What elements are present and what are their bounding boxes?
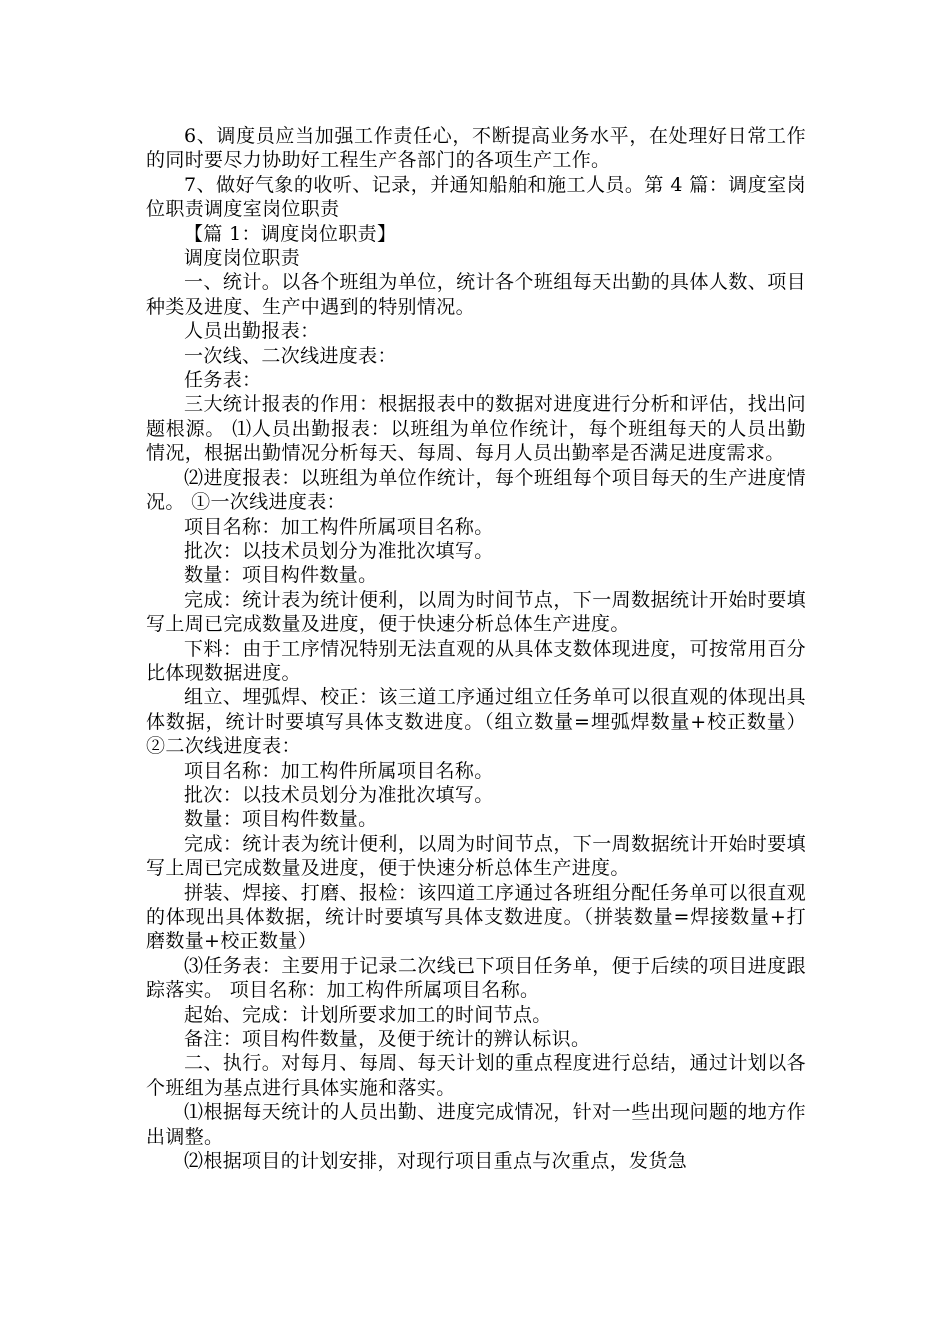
paragraph: 组立、埋弧焊、校正：该三道工序通过组立任务单可以很直观的体现出具体数据，统计时要填写具体支数进度。（组立数量=埋弧焊数量+校正数量） ②二次线进度表： [146,686,806,758]
paragraph: ⑶任务表：主要用于记录二次线已下项目任务单，便于后续的项目进度跟踪落实。 项目名称：加工构件所属项目名称。 [146,954,806,1002]
paragraph: 6、调度员应当加强工作责任心，不断提高业务水平，在处理好日常工作的同时要尽力协助好工程生产各部门的各项生产工作。 [146,125,806,172]
paragraph: 7、做好气象的收听、记录，并通知船舶和施工人员。第 4 篇：调度室岗位职责调度室岗位职责 [146,173,806,221]
paragraph: 数量：项目构件数量。 [184,808,378,831]
paragraph: 拼装、焊接、打磨、报检：该四道工序通过各班组分配任务单可以很直观的体现出具体数据，统计时要填写具体支数进度。（拼装数量=焊接数量+打磨数量+校正数量） [146,881,806,953]
paragraph: 批次：以技术员划分为准批次填写。 [184,783,494,806]
paragraph: ⑵进度报表：以班组为单位作统计，每个班组每个项目每天的生产进度情况。 ①一次线进度表： [146,466,806,514]
paragraph: 完成：统计表为统计便利，以周为时间节点，下一周数据统计开始时要填写上周已完成数量及进度，便于快速分析总体生产进度。 [146,588,806,636]
paragraph: 数量：项目构件数量。 [184,564,378,587]
paragraph: 完成：统计表为统计便利，以周为时间节点，下一周数据统计开始时要填写上周已完成数量及进度，便于快速分析总体生产进度。 [146,832,806,880]
paragraph: 二、执行。对每月、每周、每天计划的重点程度进行总结，通过计划以各个班组为基点进行具体实施和落实。 [146,1052,806,1099]
paragraph: ⑴根据每天统计的人员出勤、进度完成情况，针对一些出现问题的地方作出调整。 [146,1101,806,1148]
paragraph: 备注：项目构件数量，及便于统计的辨认标识。 [184,1028,591,1051]
paragraph: 任务表： [184,369,262,392]
document-body [146,124,806,1173]
paragraph: 下料：由于工序情况特别无法直观的从具体支数体现进度，可按常用百分比体现数据进度。 [146,637,806,684]
paragraph: 项目名称：加工构件所属项目名称。 [184,515,494,538]
section-heading: 【篇 1：调度岗位职责】 [184,222,397,245]
paragraph: ⑵根据项目的计划安排，对现行项目重点与次重点，发货急 [184,1150,688,1173]
section-title: 调度岗位职责 [184,247,301,270]
paragraph: 一次线、二次线进度表： [184,344,397,367]
paragraph: 三大统计报表的作用：根据报表中的数据对进度进行分析和评估，找出问题根源。 ⑴人员出勤报表：以班组为单位作统计，每个班组每天的人员出勤情况，根据出勤情况分析每天、每周、每月人员出勤率是否满足进度需求。 [146,393,806,465]
paragraph: 人员出勤报表： [184,320,320,343]
paragraph: 项目名称：加工构件所属项目名称。 [184,759,494,782]
paragraph: 起始、完成：计划所要求加工的时间节点。 [184,1003,552,1026]
paragraph: 批次：以技术员划分为准批次填写。 [184,539,494,562]
paragraph: 一、统计。以各个班组为单位，统计各个班组每天出勤的具体人数、项目种类及进度、生产中遇到的特别情况。 [146,271,806,318]
